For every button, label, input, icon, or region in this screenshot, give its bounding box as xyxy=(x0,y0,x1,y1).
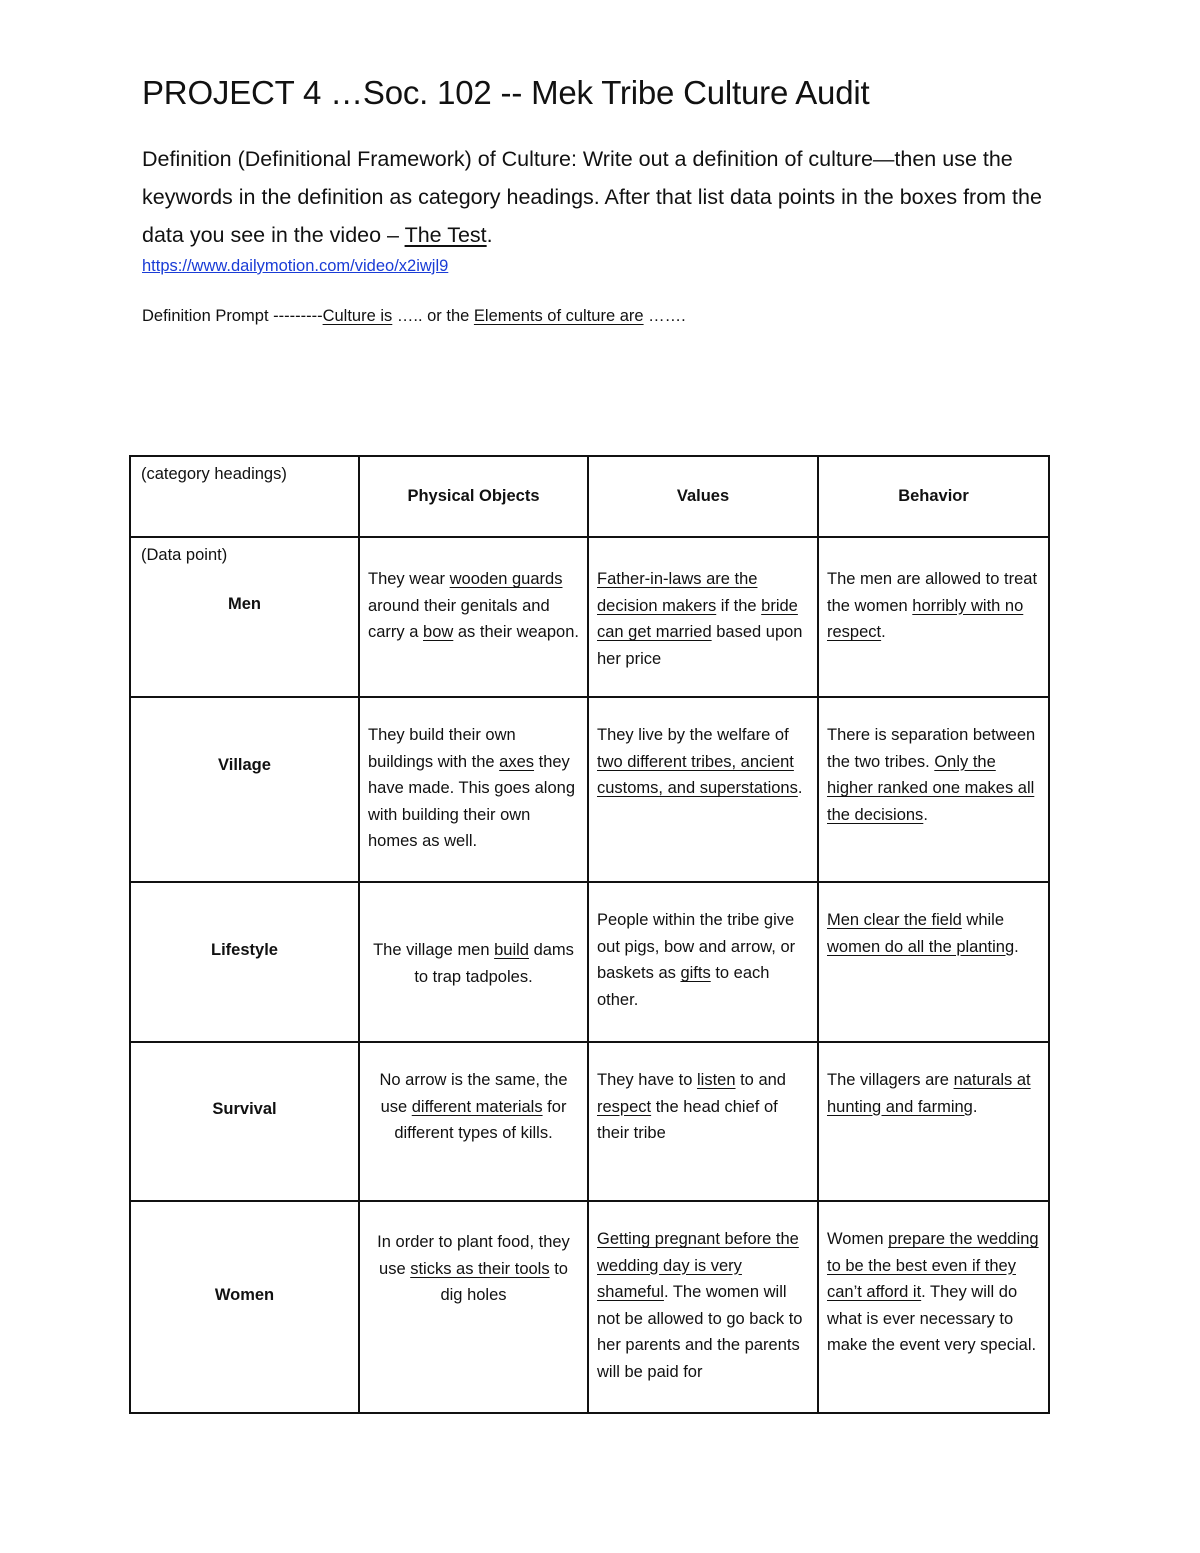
data-point-label: (Data point) xyxy=(141,546,228,564)
lifestyle-behavior-cell xyxy=(818,882,1049,1042)
cell-text: . The women will not be allowed to go back to her parents and the parents will be paid for xyxy=(597,1283,803,1381)
cell-text: . xyxy=(881,623,886,641)
cell-text: . xyxy=(1014,937,1019,956)
prompt-lead: Definition Prompt --------- xyxy=(142,307,323,325)
cell-text: while xyxy=(961,911,1005,929)
underlined-text: listen xyxy=(696,1071,736,1089)
row-label-cell-survival xyxy=(130,1042,359,1201)
cell-text: . xyxy=(972,1097,978,1116)
cell-text: if the xyxy=(716,596,762,615)
cell-text: the head chief of their tribe xyxy=(597,1097,778,1142)
underlined-text: prepare the wedding to be the best even if they can’t afford it xyxy=(827,1230,1039,1301)
underlined-text: sticks as their tools xyxy=(410,1259,550,1278)
header-behavior: Behavior xyxy=(818,456,1049,537)
prompt-mid: ….. or the xyxy=(392,307,474,325)
cell-text: The village men xyxy=(373,941,495,959)
cell-text: to each other. xyxy=(597,964,770,1009)
men-physical-cell xyxy=(359,537,588,697)
prompt-culture-is: Culture is xyxy=(322,307,393,325)
underlined-text: Father-in-laws are the decision makers xyxy=(597,570,758,615)
underlined-text: horribly with no respect xyxy=(827,596,1024,641)
village-behavior-cell xyxy=(818,697,1049,882)
category-headings-label: (category headings) xyxy=(141,465,287,483)
cell-text: The villagers are xyxy=(827,1071,954,1089)
row-label-lifestyle: Lifestyle xyxy=(211,941,278,959)
page-title: PROJECT 4 …Soc. 102 -- Mek Tribe Culture Audit xyxy=(142,74,870,111)
underlined-text: bow xyxy=(423,623,454,641)
category-headings-cell xyxy=(130,456,359,537)
men-values-cell xyxy=(588,537,818,697)
cell-text: . xyxy=(797,779,803,797)
table-row-lifestyle xyxy=(130,882,1049,1042)
instructions-paragraph xyxy=(142,140,1072,254)
table-row-women xyxy=(130,1201,1049,1413)
underlined-text: wooden guards xyxy=(449,570,563,588)
header-values: Values xyxy=(588,456,818,537)
underlined-text: respect xyxy=(597,1097,652,1116)
row-label-cell-village xyxy=(130,697,359,882)
row-label-men: Men xyxy=(228,595,261,613)
underlined-text: naturals at hunting and farming xyxy=(827,1071,1031,1116)
cell-text: Women xyxy=(827,1230,889,1248)
header-physical-objects: Physical Objects xyxy=(359,456,588,537)
prompt-elements: Elements of culture are xyxy=(473,307,644,325)
underlined-text: axes xyxy=(499,752,535,771)
survival-values-cell xyxy=(588,1042,818,1201)
cell-text: They wear xyxy=(368,570,450,588)
cell-text: as their weapon. xyxy=(453,623,579,641)
cell-text: around their genitals and carry a xyxy=(368,596,550,641)
village-physical-cell xyxy=(359,697,588,882)
lifestyle-physical-cell xyxy=(359,882,588,1042)
cell-text: There is separation between the two tribes. xyxy=(827,726,1036,771)
prompt-end: ……. xyxy=(643,307,686,325)
instructions-end: . xyxy=(486,223,493,247)
table-row-men xyxy=(130,537,1049,697)
cell-text: they have made. This goes along with building their own homes as well. xyxy=(368,752,575,850)
cell-text: to dig holes xyxy=(440,1259,568,1304)
men-behavior-cell xyxy=(818,537,1049,697)
cell-text: They have to xyxy=(597,1071,697,1089)
underlined-text: Only the higher ranked one makes all the decisions xyxy=(827,752,1035,824)
cell-text: dams to trap tadpoles. xyxy=(414,941,574,986)
underlined-text: Men clear the field xyxy=(827,911,962,929)
cell-text: based upon her price xyxy=(597,623,803,668)
underlined-text: two different tribes, ancient customs, and superstations xyxy=(597,752,798,797)
women-behavior-cell xyxy=(818,1201,1049,1413)
video-link[interactable]: https://www.dailymotion.com/video/x2iwjl9 xyxy=(142,257,449,275)
women-values-cell xyxy=(588,1201,818,1413)
lifestyle-values-cell xyxy=(588,882,818,1042)
cell-text: In order to plant food, they use xyxy=(377,1233,570,1278)
video-title: The Test xyxy=(404,223,487,247)
underlined-text: bride can get married xyxy=(597,596,798,641)
row-label-village: Village xyxy=(218,756,271,774)
row-label-cell-lifestyle xyxy=(130,882,359,1042)
survival-physical-cell xyxy=(359,1042,588,1201)
row-label-women: Women xyxy=(214,1286,275,1304)
instructions-text: Definition (Definitional Framework) of Culture: Write out a definition of culture—then use the keywords in the definition as category headings. After that list data points in the boxes from the data you see in the video – xyxy=(142,147,1042,247)
underlined-text: Getting pregnant before the wedding day is very shameful xyxy=(597,1230,799,1301)
row-label-cell-men xyxy=(130,537,359,697)
underlined-text: build xyxy=(494,941,529,959)
row-label-cell-women xyxy=(130,1201,359,1413)
cell-text: No arrow is the same, the use xyxy=(379,1071,568,1116)
cell-text: for different types of kills. xyxy=(394,1097,567,1142)
cell-text: The men are allowed to treat the women xyxy=(827,570,1038,615)
culture-audit-table xyxy=(129,455,1050,1414)
table-row-village xyxy=(130,697,1049,882)
cell-text: They build their own buildings with the xyxy=(368,726,516,771)
village-values-cell xyxy=(588,697,818,882)
cell-text: People within the tribe give out pigs, bow and arrow, or baskets as xyxy=(597,911,796,982)
underlined-text: gifts xyxy=(680,964,711,982)
cell-text: . xyxy=(923,805,928,824)
women-physical-cell xyxy=(359,1201,588,1413)
definition-prompt xyxy=(142,307,686,326)
table-header-row xyxy=(130,456,1049,537)
underlined-text: women do all the planting xyxy=(827,937,1015,956)
cell-text: . They will do what is ever necessary to make the event very special. xyxy=(827,1283,1037,1354)
table-row-survival xyxy=(130,1042,1049,1201)
cell-text: to and xyxy=(735,1071,786,1089)
cell-text: They live by the welfare of xyxy=(597,726,789,744)
underlined-text: different materials xyxy=(411,1097,543,1116)
survival-behavior-cell xyxy=(818,1042,1049,1201)
row-label-survival: Survival xyxy=(212,1100,277,1118)
